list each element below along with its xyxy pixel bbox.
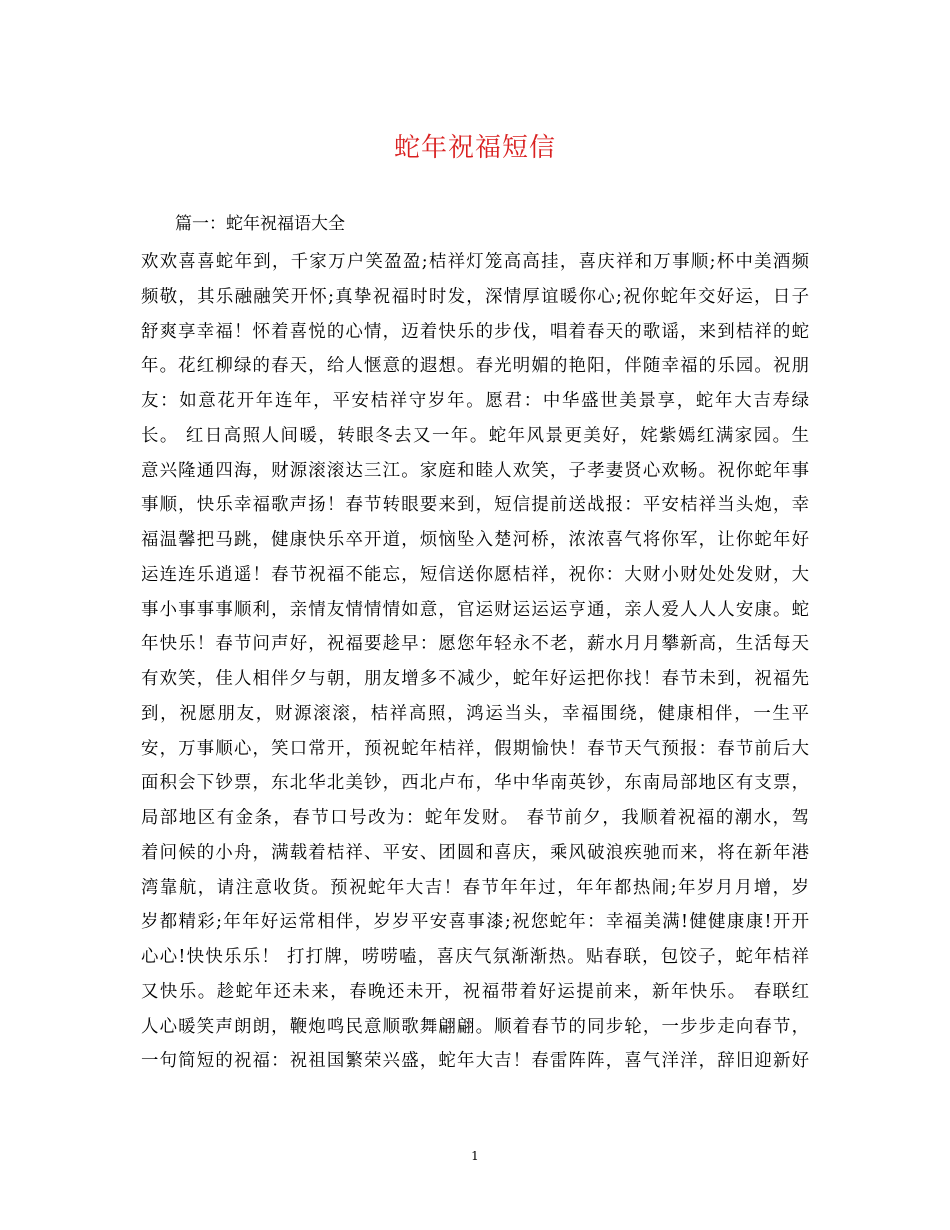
body-line: 意兴隆通四海，财源滚滚达三江。家庭和睦人欢笑，子孝妻贤心欢畅。祝你蛇年事	[141, 460, 809, 481]
body-line: 又快乐。趁蛇年还未来，春晚还未开，祝福带着好运提前来，新年快乐。 春联红	[141, 981, 809, 1002]
body-line: 到，祝愿朋友，财源滚滚，桔祥高照，鸿运当头，幸福围绕，健康相伴，一生平	[141, 703, 809, 724]
document-title: 蛇年祝福短信	[393, 133, 556, 163]
body-line: 有欢笑，佳人相伴夕与朝，朋友增多不减少，蛇年好运把你找！春节未到，祝福先	[141, 669, 809, 689]
body-line: 面积会下钞票，东北华北美钞，西北卢布，华中华南英钞，东南局部地区有支票，	[141, 773, 809, 794]
body-line: 岁都精彩;年年好运常相伴，岁岁平安喜事漆;祝您蛇年：幸福美满!健健康康!开开	[141, 912, 809, 933]
section-heading: 篇一：蛇年祝福语大全	[175, 214, 345, 234]
body-line: 友：如意花开年连年，平安桔祥守岁年。愿君：中华盛世美景享，蛇年大吉寿绿	[141, 391, 809, 411]
body-line: 一句简短的祝福：祝祖国繁荣兴盛，蛇年大吉！春雷阵阵，喜气洋洋，辞旧迎新好	[141, 1051, 809, 1072]
body-line: 人心暖笑声朗朗，鞭炮鸣民意顺歌舞翩翩。顺着春节的同步轮，一步步走向春节，	[141, 1016, 809, 1037]
body-line: 心心!快快乐乐！ 打打牌，唠唠嗑，喜庆气氛渐渐热。贴春联，包饺子，蛇年桔祥	[141, 947, 809, 967]
body-paragraph	[141, 245, 809, 1079]
body-line: 局部地区有金条，春节口号改为：蛇年发财。 春节前夕，我顺着祝福的潮水，驾	[141, 808, 809, 828]
body-line: 安，万事顺心，笑口常开，预祝蛇年桔祥，假期愉快！春节天气预报：春节前后大	[141, 738, 809, 759]
body-line: 舒爽享幸福！怀着喜悦的心情，迈着快乐的步伐，唱着春天的歌谣，来到桔祥的蛇	[141, 321, 809, 342]
body-line: 长。 红日高照人间暖，转眼冬去又一年。蛇年风景更美好，姹紫嫣红满家园。生	[141, 425, 809, 446]
body-line: 事顺，快乐幸福歌声扬！春节转眼要来到，短信提前送战报：平安桔祥当头炮，幸	[141, 495, 809, 516]
body-line: 年快乐！春节问声好，祝福要趁早：愿您年轻永不老，薪水月月攀新高，生活每天	[141, 634, 809, 655]
body-line: 频敬，其乐融融笑开怀;真挚祝福时时发，深情厚谊暖你心;祝你蛇年交好运，日子	[141, 286, 809, 307]
body-line: 福温馨把马跳，健康快乐卒开道，烦恼坠入楚河桥，浓浓喜气将你军，让你蛇年好	[141, 530, 809, 550]
page-number: 1	[471, 1149, 479, 1163]
body-line: 事小事事事顺利，亲情友情情情如意，官运财运运运亨通，亲人爱人人人安康。蛇	[141, 599, 809, 620]
body-line: 年。花红柳绿的春天，给人惬意的遐想。春光明媚的艳阳，伴随幸福的乐园。祝朋	[141, 356, 809, 377]
body-line: 湾靠航，请注意收货。预祝蛇年大吉！春节年年过，年年都热闹;年岁月月增，岁	[141, 877, 809, 898]
body-line: 运连连乐逍遥！春节祝福不能忘，短信送你愿桔祥，祝你：大财小财处处发财，大	[141, 564, 809, 585]
body-line: 着问候的小舟，满载着桔祥、平安、团圆和喜庆，乘风破浪疾驰而来，将在新年港	[141, 842, 809, 863]
body-line: 欢欢喜喜蛇年到，千家万户笑盈盈;桔祥灯笼高高挂，喜庆祥和万事顺;杯中美酒频	[141, 252, 809, 272]
